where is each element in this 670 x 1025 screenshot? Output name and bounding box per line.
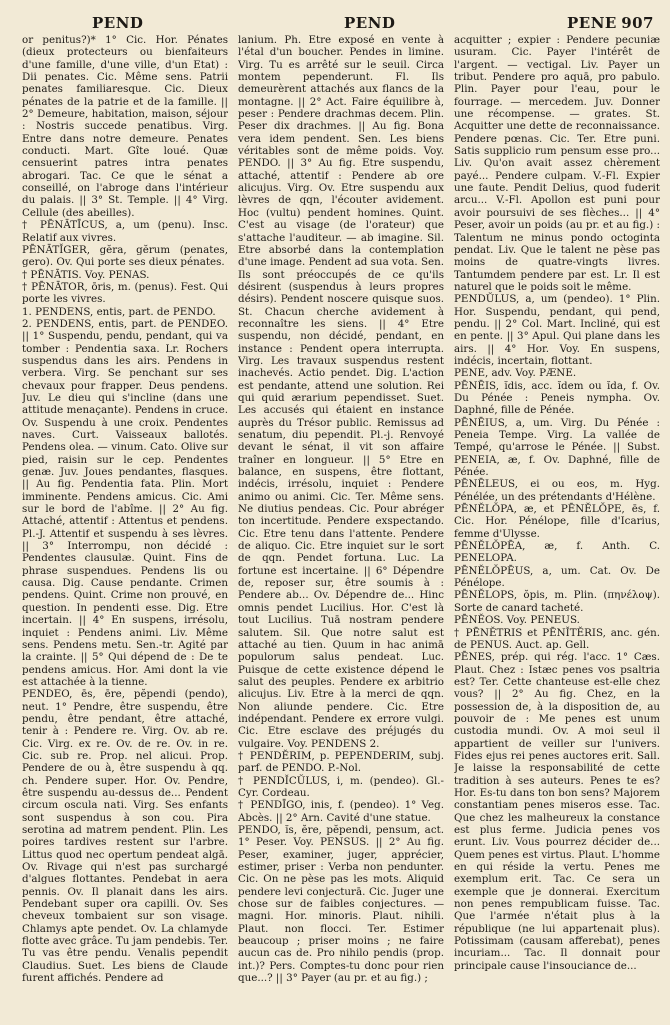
dictionary-entry: PĒNĔLŎPĒUS, a, um. Cat. Ov. De Pénélope. (454, 564, 660, 590)
header-right-guideword: PENE (567, 14, 617, 32)
dictionary-entry: † PĒNĀTĪCUS, a, um (penu). Insc. Relatif aux vivres. (22, 219, 228, 244)
dictionary-entry: † PĒNĔTRIS et PĒNĬTĔRIS, anc. gén. de PENUS. Auct. ap. Gell. (454, 626, 660, 651)
column-right (454, 34, 660, 1019)
dictionary-entry: 1. PENDENS, entis, part. de PENDO. (22, 305, 216, 318)
dictionary-entry: PĒNĔOS. Voy. PENEUS. (454, 614, 580, 627)
dictionary-entry: PĒNĀTĬGER, gĕra, gĕrum (penates, gero). Ov. Qui porte ses dieux pénates. (22, 243, 228, 269)
dictionary-entry: PĒNES, prép. qui rég. l'acc. 1° Cæs. Plaut. Chez : Istæc penes vos psaltria est? Ter. Cette chanteuse est-elle chez vous? || 2° Au fig. Chez, en la possession de, à la disposition de, au pouvoir de : Me penes est unum custodia mundi. Ov. A moi seul il appartient de veiller sur l'univers. Fides ejus rei penes auctores erit. Sall. Je laisse la responsabilité de cette tradition à ses auteurs. Penes te es? Hor. Es-tu dans ton bon sens? Majorem constantiam penes miseros esse. Tac. Que chez les malheureux la constance est plus ferme. Judicia penes vos erunt. Liv. Vous pourrez décider de... Quem penes est virtus. Plaut. L'homme en qui réside la vertu. Penes me exemplum erit. Tac. Ce sera un exemple que je donnerai. Exercitum non penes rempublicam fuisse. Tac. Que l'armée n'était plus à la république (ne lui appartenait plus). Potissimam (causam afferebat), penes incuriam... Tac. Il donnait pour principale cause l'insouciance de... (454, 651, 660, 972)
dictionary-entry: † PENDĔRIM, p. PEPENDERIM, subj. parf. de PENDO. P.-Nol. (238, 749, 444, 775)
dictionary-entry: PĒNĒIUS, a, um. Virg. Du Pénée : Peneia Tempe. Virg. La vallée de Tempé, qu'arrose le Pénée. || Subst. PENEIA, æ, f. Ov. Daphné, fille de Pénée. (454, 416, 660, 479)
dictionary-entry: PĒNĔLOPS, ŏpis, m. Plin. (πηνέλοψ). Sorte de canard tacheté. (454, 589, 660, 614)
dictionary-entry: PĒNĒLEUS, ei ou eos, m. Hyg. Pénélée, un des prétendants d'Hélène. (454, 478, 660, 503)
header-center-guideword: PEND (344, 14, 396, 32)
dictionary-entry: lanium. Ph. Etre exposé en vente à l'étal d'un boucher. Pendes in limine. Virg. Tu es arrêté sur le seuil. Circa montem pependerunt. Fl. Ils demeurèrent attachés aux flancs de la montagne. || 2° Act. Faire équilibre à, peser : Pendere drachmas decem. Plin. Peser dix drachmes. || Au fig. Bona vera idem pendent. Sen. Les biens véritables sont de même poids. Voy. PENDO. || 3° Au fig. Etre suspendu, attaché, attentif : Pendere ab ore alicujus. Virg. Ov. Etre suspendu aux lèvres de qqn, l'écouter avidement. Hoc (vultu) pendent homines. Quint. C'est au visage (de l'orateur) que s'attache l'auditeur. — ab imagine. Sil. Etre absorbé dans la contemplation d'une image. Pendent ad sua vota. Sen. Ils sont préoccupés de ce qu'ils désirent (suspendus à leurs propres désirs). Pendent noscere quisque suos. St. Chacun cherche avidement à reconnaître les siens. || 4° Etre suspendu, non décidé, pendant, en instance : Pendent opera interrupta. Virg. Les travaux suspendus restent inachevés. Actio pendet. Dig. L'action est pendante, attend une solution. Rei qui quid ærarium pependisset. Suet. Les accusés qui étaient en instance auprès du Trésor public. Remissus ad senatum, diu pependit. Pl.-j. Renvoyé devant le sénat, il vit son affaire traîner en longueur. || 5° Etre en balance, en suspens, être flottant, indécis, irrésolu, inquiet : Pendere animo ou animi. Cic. Ter. Même sens. Ne diutius pendeas. Cic. Pour abréger ton incertitude. Pendere exspectando. Cic. Etre tenu dans l'attente. Pendere de aliquo. Cic. Etre inquiet sur le sort de qqn. Pendet fortuna. Luc. La fortune est incertaine. || 6° Dépendre de, reposer sur, être soumis à : Pendere ab... Ov. Dépendre de... Hinc omnis pendet Lucilius. Hor. C'est là tout Lucilius. Tuā nostram pendere salutem. Sil. Que notre salut est attaché au tien. Quum in hac animā populorum salus pendeat. Luc. Puisque de cette existence dépend le salut des peuples. Pendere ex arbitrio alicujus. Liv. Etre à la merci de qqn. Non aliunde pendere. Cic. Etre indépendant. Pendere ex errore vulgi. Cic. Etre esclave des préjugés du vulgaire. Voy. PENDENS 2. (238, 34, 444, 750)
page-number: 907 (621, 14, 654, 32)
column-left (22, 34, 228, 1019)
column-middle (238, 34, 444, 1019)
dictionary-entry: PĒNĔLŎPA, æ, et PĒNĔLŎPE, ēs, f. Cic. Hor. Pénélope, fille d'Icarius, femme d'Ulysse. (454, 503, 660, 540)
dictionary-entry: † PĒNĀTIS. Voy. PENAS. (22, 268, 150, 281)
dictionary-entry: PENDŬLUS, a, um (pendeo). 1° Plin. Hor. Suspendu, pendant, qui pend, pendu. || 2° Col. Mart. Incliné, qui est en pente. || 3° Apul. Qui plane dans les airs. || 4° Hor. Voy. En suspens, indécis, incertain, flottant. (454, 293, 660, 367)
header-left-guideword: PEND (92, 14, 144, 32)
dictionary-entry: PENE, adv. Voy. PÆNE. (454, 367, 577, 380)
dictionary-entry: acquitter ; expier : Pendere pecuniæ usuram. Cic. Payer l'intérêt de l'argent. — vectigal. Liv. Payer un tribut. Pendere pro aquā, pro pabulo. Plin. Payer pour l'eau, pour le fourrage. — mercedem. Juv. Donner une récompense. — grates. St. Acquitter une dette de reconnaissance. Pendere pœnas. Cic. Ter. Etre puni. Satis supplicio rum pensum esse pro... Liv. Qu'on avait assez chèrement payé... Pendere culpam. V.-Fl. Expier une faute. Pendit Delius, quod fuderit arcu... V.-Fl. Apollon est puni pour avoir poursuivi de ses flèches... || 4° Peser, avoir un poids (au pr. et au fig.) : Talentum ne minus pondo octoginta pendat. Liv. Que le talent ne pèse pas moins de quatre-vingts livres. Tantumdem pendere par est. Lr. Il est naturel que le poids soit le même. (454, 34, 660, 293)
dictionary-entry: or penitus?)* 1° Cic. Hor. Pénates (dieux protecteurs ou bienfaiteurs d'une famille, d'une ville, d'un Etat) : Dii penates. Cic. Même sens. Patrii penates familiaresque. Cic. Dieux pénates de la patrie et de la famille. || 2° Demeure, habitation, maison, séjour : Nostris succede penatibus. Virg. Entre dans notre demeure. Penates conducti. Mart. Gîte loué. Quæ censuerint patres intra penates abrogari. Tac. Ce que le sénat a conseillé, on l'abroge dans l'intérieur du palais. || 3° St. Temple. || 4° Virg. Cellule (des abeilles). (22, 34, 228, 219)
dictionary-entry: PENDO, ĭs, ĕre, pĕpendi, pensum, act. 1° Peser. Voy. PENSUS. || 2° Au fig. Peser, examiner, juger, apprécier, estimer, priser : Verba non pendunter. Cic. On ne pèse pas les mots. Aliquid pendere levi conjecturā. Cic. Juger une chose sur de faibles conjectures. — magni. Hor. minoris. Plaut. nihili. Plaut. non flocci. Ter. Estimer beaucoup ; priser moins ; ne faire aucun cas de. Pro nihilo pendis (prop. int.)? Pers. Comptes-tu donc pour rien que...? || 3° Payer (au pr. et au fig.) ; (238, 824, 444, 985)
dictionary-entry: 2. PENDENS, entis, part. de PENDEO. || 1° Suspendu, pendu, pendant, qui va tomber : Pendentia saxa. Lr. Rochers suspendus dans les airs. Pendens in verbera. Virg. Se penchant sur ses chevaux pour frapper. Deus pendens. Juv. Le dieu qui s'incline (dans une attitude menaçante). Pendens in cruce. Ov. Suspendu à une croix. Pendentes naves. Curt. Vaisseaux ballotés. Pendens olea. — vinum. Cato. Olive sur pied, raisin sur le cep. Pendentes genæ. Juv. Joues pendantes, flasques. || Au fig. Pendentia fata. Plin. Mort imminente. Pendens amicus. Cic. Ami sur le bord de l'abîme. || 2° Au fig. Attaché, attentif : Attentus et pendens. Pl.-J. Attentif et suspendu à ses lèvres. || 3° Interrompu, non décidé : Pendentes clausulæ. Quint. Fins de phrase suspendues. Pendens lis ou causa. Dig. Cause pendante. Crimen pendens. Quint. Crime non prouvé, en question. In pendenti esse. Dig. Etre incertain. || 4° En suspens, irrésolu, inquiet : Pendens animi. Liv. Même sens. Pendens metu. Sen.-tr. Agité par la crainte. || 5° Qui dépend de : De te pendens amicus. Hor. Ami dont la vie est attachée à la tienne. (22, 317, 228, 688)
dictionary-entry: † PENDĬCŬLUS, i, m. (pendeo). Gl.-Cyr. Cordeau. (238, 774, 444, 799)
dictionary-entry: PĒNĔLŎPĒA, æ, f. Anth. C. PENELOPA. (454, 540, 660, 565)
running-header (22, 6, 660, 34)
dictionary-entry: PĒNĒIS, ĭdis, acc. ĭdem ou ĭda, f. Ov. Du Pénée : Peneis nympha. Ov. Daphné, fille de Pénée. (454, 379, 660, 417)
dictionary-entry: † PENDĪGO, inis, f. (pendeo). 1° Veg. Abcès. || 2° Arn. Cavité d'une statue. (238, 799, 444, 824)
text-columns (22, 34, 660, 1019)
dictionary-entry: † PĒNĀTOR, ōris, m. (penus). Fest. Qui porte les vivres. (22, 280, 228, 306)
dictionary-entry: PENDEO, ēs, ēre, pĕpendi (pendo), neut. 1° Pendre, être suspendu, être pendu, être pendant, être attaché, tenir à : Pendere re. Virg. Ov. ab re. Cic. Virg. ex re. Ov. de re. Ov. in re. Cic. sub re. Prop. nel alicui. Prop. Pendere de ou à, être suspendu à qq. ch. Pendere super. Hor. Ov. Pendre, être suspendu au-dessus de... Pendent circum oscula nati. Virg. Ses enfants sont suspendus à son cou. Pira serotina ad matrem pendent. Plin. Les poires tardives restent sur l'arbre. Littus quod nec opertum pendeat algā. Ov. Rivage qui n'est pas surchargé d'algues flottantes. Pendebat in aera pennis. Ov. Il planait dans les airs. Pendebant super ora capilli. Ov. Ses cheveux tombaient sur son visage. Chlamys apte pendet. Ov. La chlamyde flotte avec grâce. Tu jam pendebis. Ter. Tu vas être pendu. Venalis pependit Claudius. Suet. Les biens de Claude furent affichés. Pendere ad (22, 688, 228, 985)
